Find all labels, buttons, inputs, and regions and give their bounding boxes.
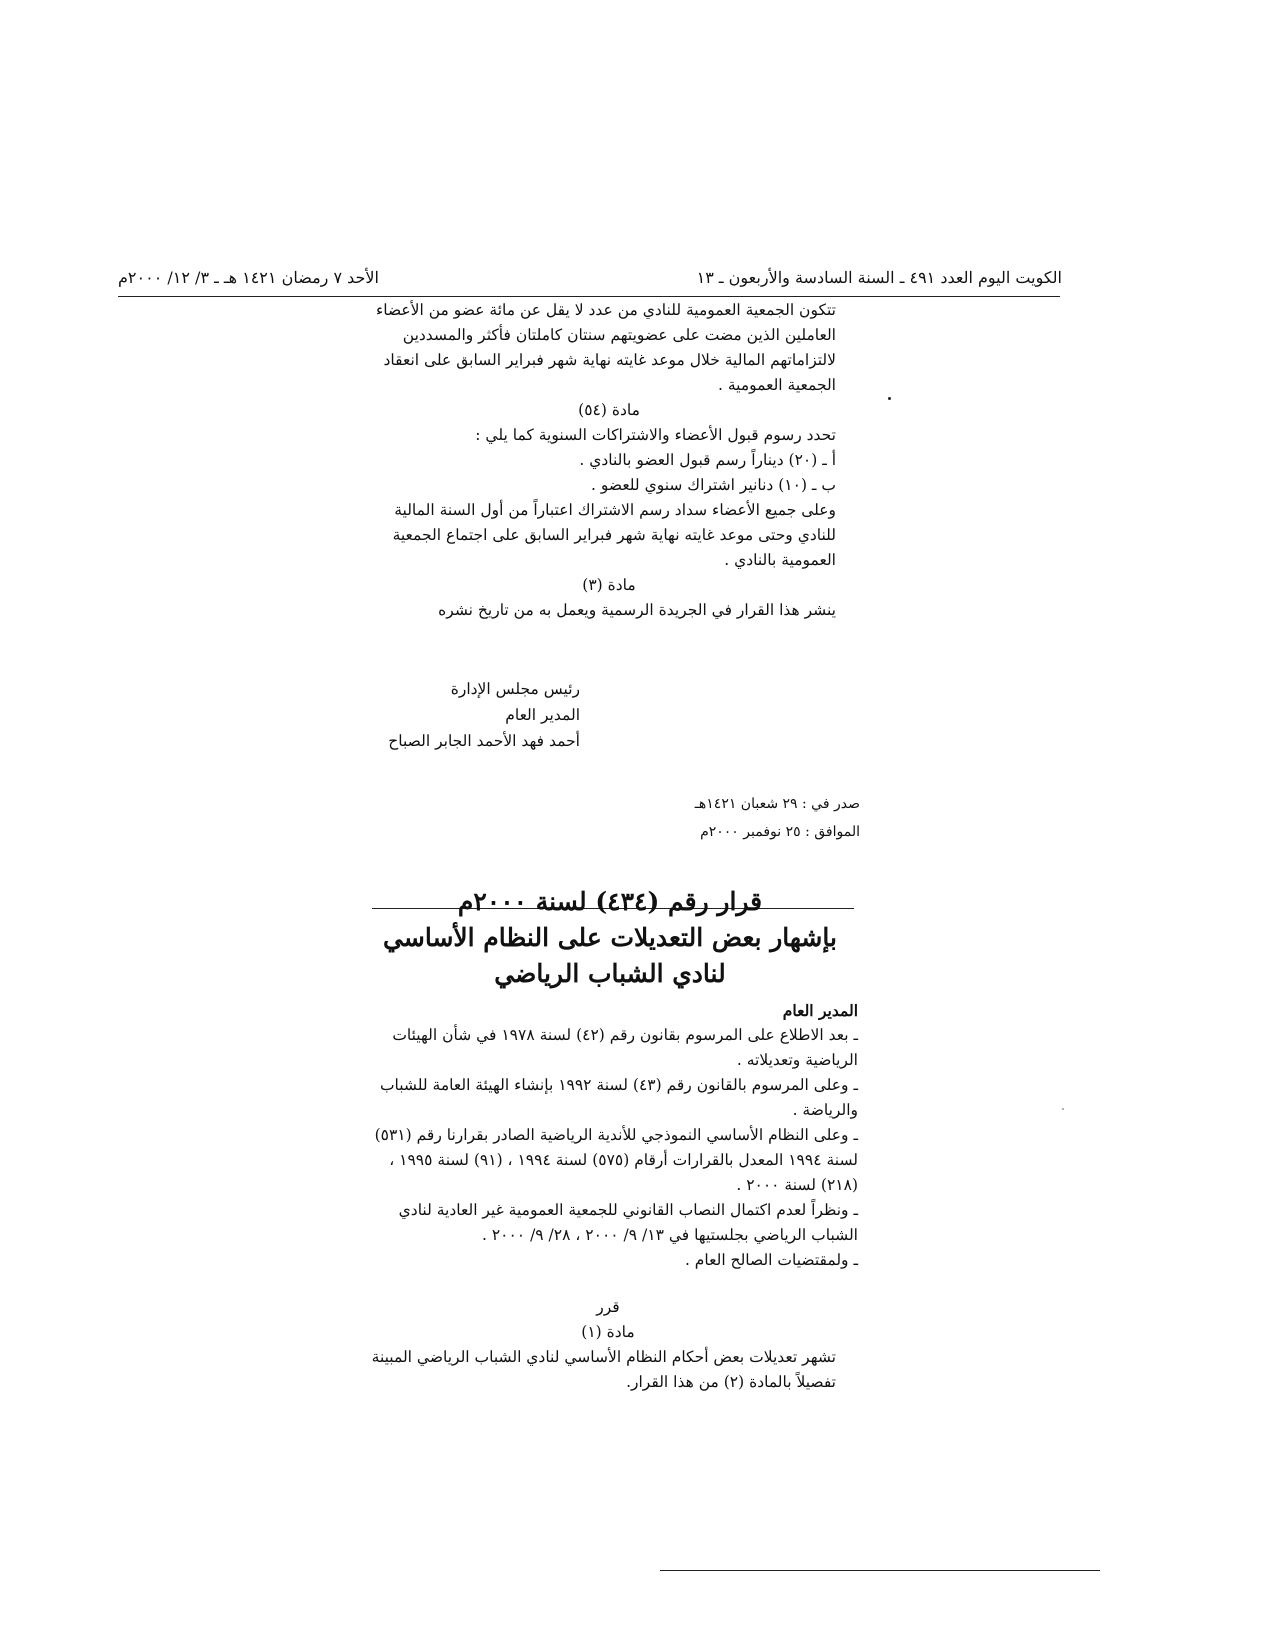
recital-3: ـ وعلى النظام الأساسي النموذجي للأندية الرياضية الصادر بقرارنا رقم (٥٣١) لسنة ١٩٩٤ المعدل بالقرارات أرقام (٥٧٥) لسنة ١٩٩٤ ، (٩١) لسنة ١٩٩٥ ، (٢١٨) لسنة ٢٠٠٠ . [374, 1126, 858, 1194]
paragraph-publication: ينشر هذا القرار في الجريدة الرسمية ويعمل به من تاريخ نشره [438, 601, 836, 619]
decision-title-club: لنادي الشباب الرياضي [494, 959, 726, 988]
decision-title-number: قرار رقم (٤٣٤) لسنة ٢٠٠٠م [457, 887, 763, 916]
article-3-heading: مادة (٣) [582, 576, 636, 594]
decision-issuer: المدير العام [782, 1001, 858, 1020]
recital-5: ـ ولمقتضيات الصالح العام . [684, 1251, 858, 1269]
paragraph-general-assembly: تتكون الجمعية العمومية للنادي من عدد لا يقل عن مائة عضو من الأعضاء العاملين الذين مضت على عضويتهم سنتان كاملتان فأكثر والمسددين لالتزاماتهم المالية خلال موعد غايته نهاية شهر فبراير السابق على انعقاد الجمعية العمومية . [375, 301, 836, 394]
recital-2: ـ وعلى المرسوم بالقانون رقم (٤٣) لسنة ١٩٩٢ بإنشاء الهيئة العامة للشباب والرياضة . [379, 1076, 858, 1119]
signature-title-chairman: رئيس مجلس الإدارة [450, 680, 580, 698]
decision-body [358, 998, 858, 1395]
header-rule [118, 296, 1060, 297]
signature-title-director: المدير العام [505, 706, 580, 724]
footnote-rule [660, 1570, 1100, 1571]
recital-1: ـ بعد الاطلاع على المرسوم بقانون رقم (٤٢) لسنة ١٩٧٨ في شأن الهيئات الرياضية وتعديلاته . [392, 1026, 858, 1069]
fees-intro: تحدد رسوم قبول الأعضاء والاشتراكات السنوية كما يلي : [475, 426, 836, 444]
continuation-text [360, 298, 858, 623]
issue-date-hijri: صدر في : ٢٩ شعبان ١٤٢١هـ [694, 796, 860, 812]
signature-name: أحمد فهد الأحمد الجابر الصباح [388, 732, 580, 750]
fee-item-a: أ ـ (٢٠) ديناراً رسم قبول العضو بالنادي . [579, 451, 836, 469]
issue-date-gregorian: الموافق : ٢٥ نوفمبر ٢٠٠٠م [700, 824, 860, 840]
margin-speck [1062, 1108, 1064, 1110]
decided-heading: قرر [596, 1298, 620, 1316]
margin-mark [888, 397, 891, 400]
paragraph-subscription: وعلى جميع الأعضاء سداد رسم الاشتراك اعتباراً من أول السنة المالية للنادي وحتى موعد غايته نهاية شهر فبراير السابق على اجتماع الجمعية العمومية بالنادي . [392, 501, 836, 569]
article-1-heading: مادة (١) [581, 1323, 635, 1341]
decision-title [360, 884, 860, 992]
article-54-heading: مادة (٥٤) [578, 401, 640, 419]
fee-item-b: ب ـ (١٠) دنانير اشتراك سنوي للعضو . [591, 476, 836, 494]
header-date: الأحد ٧ رمضان ١٤٢١ هـ ـ ٣/ ١٢/ ٢٠٠٠م [118, 268, 379, 287]
recital-4: ـ ونظراً لعدم اكتمال النصاب القانوني للجمعية العمومية غير العادية لنادي الشباب الرياضي بجلستيها في ١٣/ ٩/ ٢٠٠٠ ، ٢٨/ ٩/ ٢٠٠٠ . [398, 1201, 858, 1244]
issue-date-block [660, 790, 860, 846]
header-issue-info: الكويت اليوم العدد ٤٩١ ـ السنة السادسة والأربعون ـ ١٣ [696, 268, 1062, 287]
decision-title-subject: بإشهار بعض التعديلات على النظام الأساسي [383, 923, 837, 952]
article-1-text: تشهر تعديلات بعض أحكام النظام الأساسي لنادي الشباب الرياضي المبينة تفصيلاً بالمادة (٢) من هذا القرار. [371, 1348, 836, 1391]
signature-block [360, 676, 580, 754]
